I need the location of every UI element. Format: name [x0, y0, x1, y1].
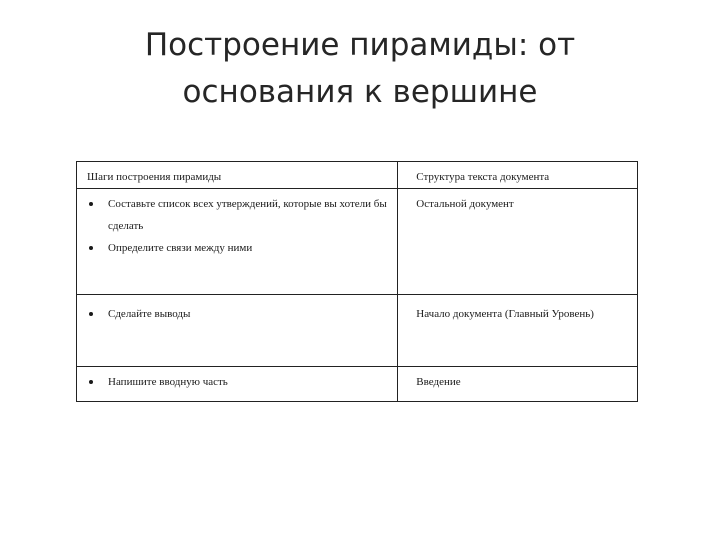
steps-cell — [77, 367, 398, 402]
steps-list — [77, 189, 397, 259]
list-item — [77, 237, 397, 259]
steps-cell — [77, 189, 398, 295]
structure-cell — [398, 189, 638, 295]
step-text: Определите связи между ними — [108, 242, 253, 254]
structure-cell — [398, 295, 638, 367]
table-row — [77, 295, 638, 367]
step-text: Составьте список всех утверждений, которые вы хотели бы сделать — [108, 198, 387, 232]
steps-cell — [77, 295, 398, 367]
steps-list — [77, 295, 397, 325]
structure-text: Начало документа (Главный Уровень) — [416, 308, 594, 320]
bullet-icon — [89, 202, 93, 206]
bullet-icon — [89, 380, 93, 384]
structure-text: Остальной документ — [416, 198, 514, 210]
structure-cell — [398, 367, 638, 402]
table-row — [77, 367, 638, 402]
table-row — [77, 189, 638, 295]
bullet-icon — [89, 312, 93, 316]
header-cell-steps — [77, 162, 398, 189]
pyramid-steps-table — [76, 161, 638, 402]
slide-title-line-1: Построение пирамиды: от — [144, 27, 576, 63]
list-item — [77, 303, 397, 325]
slide-title — [60, 22, 660, 116]
header-steps-label: Шаги построения пирамиды — [87, 171, 222, 183]
slide-title-line-2: основания к вершине — [182, 74, 538, 110]
structure-text: Введение — [416, 376, 461, 388]
list-item — [77, 371, 397, 393]
header-structure-label: Структура текста документа — [416, 171, 550, 183]
step-text: Напишите вводную часть — [108, 376, 228, 388]
bullet-icon — [89, 246, 93, 250]
step-text: Сделайте выводы — [108, 308, 191, 320]
steps-list — [77, 367, 397, 393]
table-header-row — [77, 162, 638, 189]
header-cell-structure — [398, 162, 638, 189]
list-item — [77, 193, 397, 237]
